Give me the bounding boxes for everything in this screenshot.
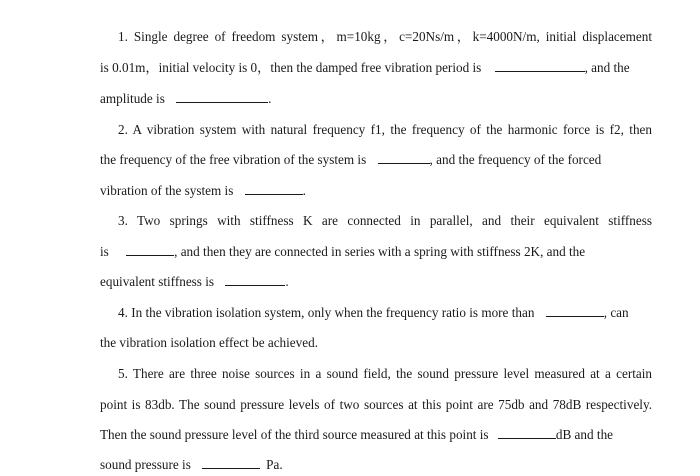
- q2-line-3: [100, 182, 652, 200]
- q3-line-3: [100, 273, 652, 291]
- q5-blank-third-level[interactable]: [498, 426, 556, 439]
- q4-text-1: 4. In the vibration isolation system, only when the frequency ratio is more than: [118, 305, 535, 320]
- q1-line-2: [100, 59, 652, 77]
- q1-blank-period[interactable]: [495, 59, 585, 72]
- q2-text-2: the frequency of the free vibration of the system is: [100, 152, 367, 167]
- q5-text-5: sound pressure is: [100, 457, 191, 472]
- q1-text-5: .: [268, 91, 272, 106]
- q3-text-4: equivalent stiffness is: [100, 274, 215, 289]
- q2-text-4: vibration of the system is: [100, 183, 234, 198]
- q1-blank-amplitude[interactable]: [176, 90, 268, 103]
- q4-line-2: the vibration isolation effect be achieved.: [100, 335, 318, 350]
- q2-line-1: 2. A vibration system with natural frequency f1, the frequency of the harmonic force is f2, then: [118, 122, 652, 137]
- q5-line-4: [100, 456, 652, 474]
- q3-blank-parallel-stiffness[interactable]: [126, 243, 174, 256]
- q1-text-2: is 0.01m，initial velocity is 0，then the damped free vibration period is: [100, 60, 482, 75]
- q5-blank-sound-pressure[interactable]: [202, 456, 260, 469]
- q2-line-2: [100, 151, 652, 169]
- q5-line-1: 5. There are three noise sources in a sound field, the sound pressure level measured at a certain: [118, 366, 652, 381]
- q1-line-3: [100, 90, 652, 108]
- q3-text-2: is: [100, 244, 109, 259]
- q2-text-3: , and the frequency of the forced: [429, 152, 602, 167]
- q3-text-5: .: [285, 274, 289, 289]
- q5-line-3: [100, 426, 652, 444]
- q4-blank-frequency-ratio[interactable]: [546, 304, 604, 317]
- q5-text-3: Then the sound pressure level of the third source measured at this point is: [100, 427, 489, 442]
- q3-line-2: [100, 243, 652, 261]
- q5-text-4: dB and the: [555, 427, 614, 442]
- q5-text-6: Pa.: [266, 457, 283, 472]
- q1-text-4: amplitude is: [100, 91, 165, 106]
- q1-text-3: , and the: [584, 60, 630, 75]
- q3-line-1: 3. Two springs with stiffness K are connected in parallel, and their equivalent stiffness: [118, 213, 652, 228]
- q4-line-1: [118, 304, 652, 322]
- q3-text-3: , and then they are connected in series with a spring with stiffness 2K, and the: [174, 244, 586, 259]
- q4-text-2: , can: [603, 305, 629, 320]
- q1-line-1: 1. Single degree of freedom system，m=10kg，c=20Ns/m，k=4000N/m, initial displacement: [118, 29, 652, 44]
- q2-text-5: .: [302, 183, 306, 198]
- q2-blank-forced-frequency[interactable]: [245, 182, 303, 195]
- q3-blank-series-stiffness[interactable]: [225, 273, 285, 286]
- q2-blank-free-frequency[interactable]: [378, 151, 430, 164]
- q5-line-2: point is 83db. The sound pressure levels of two sources at this point are 75db and 78dB respectively.: [100, 397, 652, 412]
